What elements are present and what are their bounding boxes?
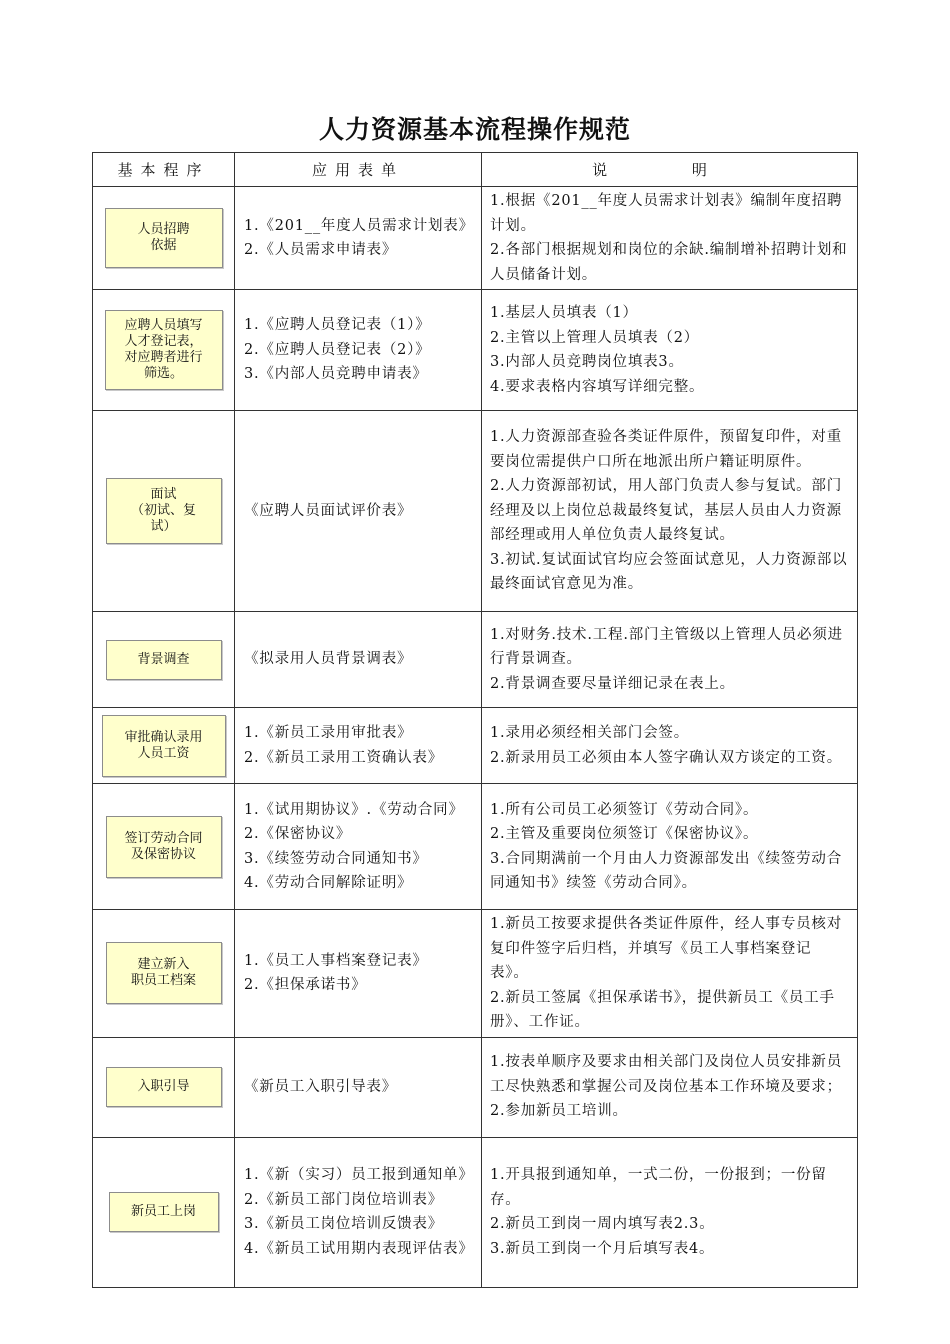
note-item: 2.背景调查要尽量详细记录在表上。	[490, 675, 735, 692]
note-item: 1.基层人员填表（1）	[490, 305, 638, 321]
form-item: 《拟录用人员背景调表》	[244, 651, 413, 668]
header-step: 基本程序	[93, 153, 235, 187]
note-item: 1.所有公司员工必须签订《劳动合同》。	[490, 801, 759, 818]
form-item: 《应聘人员面试评价表》	[244, 502, 413, 519]
note-item: 3.内部人员竞聘岗位填表3。	[490, 354, 684, 370]
note-item: 2.主管及重要岗位须签订《保密协议》。	[490, 826, 759, 842]
note-item: 1.录用必须经相关部门会签。	[490, 725, 690, 741]
note-item: 1.新员工按要求提供各类证件原件，经人事专员核对复印件签字后归档，并填写《员工人事档案登记表》。	[490, 916, 843, 981]
note-item: 2.参加新员工培训。	[490, 1103, 628, 1120]
form-item: 3.《内部人员竞聘申请表》	[244, 366, 428, 383]
step-box: 新员工上岗	[109, 1192, 219, 1232]
form-item: 1.《201__年度人员需求计划表》	[244, 217, 474, 234]
note-item: 1.开具报到通知单，一式二份，一份报到；一份留存。	[490, 1167, 827, 1208]
form-item: 2.《保密协议》	[244, 826, 352, 842]
note-item: 1.根据《201__年度人员需求计划表》编制年度招聘计划。	[490, 193, 843, 234]
form-item: 1.《应聘人员登记表（1）》	[244, 317, 431, 334]
table-row	[93, 784, 858, 910]
table-row	[93, 708, 858, 784]
form-item: 1.《新员工录用审批表》	[244, 725, 413, 741]
form-item: 4.《新员工试用期内表现评估表》	[244, 1240, 474, 1257]
note-item: 2.各部门根据规划和岗位的余缺.编制增补招聘计划和人员储备计划。	[490, 242, 848, 283]
form-item: 1.《试用期协议》.《劳动合同》	[244, 801, 464, 818]
form-item: 3.《新员工岗位培训反馈表》	[244, 1216, 444, 1232]
form-item: 1.《新（实习）员工报到通知单》2.《新员工部门岗位培训表》	[244, 1167, 467, 1208]
form-item: 2.《应聘人员登记表（2）》	[244, 341, 431, 358]
note-item: 2.人力资源部初试，用人部门负责人参与复试。部门经理及以上岗位总裁最终复试，基层人员由人力资源部经理或用人单位负责人最终复试。	[490, 478, 843, 544]
table-row	[93, 187, 858, 290]
table-row	[93, 612, 858, 708]
header-row	[93, 153, 858, 187]
note-item: 2.新录用员工必须由本人签字确认双方谈定的工资。	[490, 749, 843, 766]
note-item: 2.新员工签属《担保承诺书》，提供新员工《员工手册》、工作证。	[490, 989, 835, 1030]
note-item: 2.主管以上管理人员填表（2）	[490, 329, 700, 346]
note-item: 3.合同期满前一个月由人力资源部发出《续签劳动合同通知书》续签《劳动合同》。	[490, 850, 843, 891]
note-item: 1.人力资源部查验各类证件原件，预留复印件，对重要岗位需提供户口所在地派出所户籍证明原件。	[490, 429, 843, 470]
note-item: 3.初试.复试面试官均应会签面试意见，人力资源部以最终面试官意见为准。	[490, 551, 848, 593]
page-title: 人力资源基本流程操作规范	[318, 115, 631, 144]
step-box: 背景调查	[106, 640, 222, 680]
form-item: 《新员工入职引导表》	[244, 1078, 397, 1095]
header-notes: 说 明	[482, 153, 858, 187]
step-box: 入职引导	[106, 1067, 222, 1107]
header-forms: 应用表单	[235, 153, 482, 187]
form-item: 2.《担保承诺书》	[244, 977, 367, 994]
note-item: 4.要求表格内容填写详细完整。	[490, 378, 705, 395]
procedure-table	[92, 152, 858, 1288]
note-item: 2.新员工到岗一周内填写表2.3。	[490, 1216, 715, 1232]
step-box: 审批确认录用 人员工资	[102, 715, 226, 777]
note-item: 3.新员工到岗一个月后填写表4。	[490, 1240, 715, 1257]
form-item: 4.《劳动合同解除证明》	[244, 875, 413, 891]
form-item: 1.《员工人事档案登记表》	[244, 952, 428, 969]
note-item: 1.按表单顺序及要求由相关部门及岗位人员安排新员工尽快熟悉和掌握公司及岗位基本工作环境及要求；	[490, 1054, 843, 1095]
table-row	[93, 290, 858, 411]
step-box: 签订劳动合同 及保密协议	[106, 816, 222, 878]
table-row	[93, 1037, 858, 1137]
step-box: 人员招聘 依据	[105, 208, 223, 268]
form-item: 2.《新员工录用工资确认表》	[244, 749, 444, 766]
table-row	[93, 411, 858, 612]
step-box: 建立新入 职员工档案	[106, 942, 222, 1004]
form-item: 3.《续签劳动合同通知书》	[244, 850, 428, 867]
step-box: 面试 （初试、复 试）	[106, 478, 222, 544]
form-item: 2.《人员需求申请表》	[244, 242, 398, 258]
table-row	[93, 1137, 858, 1287]
step-box: 应聘人员填写 人才登记表， 对应聘者进行 筛选。	[105, 310, 223, 390]
table-row	[93, 910, 858, 1038]
note-item: 1.对财务.技术.工程.部门主管级以上管理人员必须进行背景调查。	[490, 626, 843, 668]
